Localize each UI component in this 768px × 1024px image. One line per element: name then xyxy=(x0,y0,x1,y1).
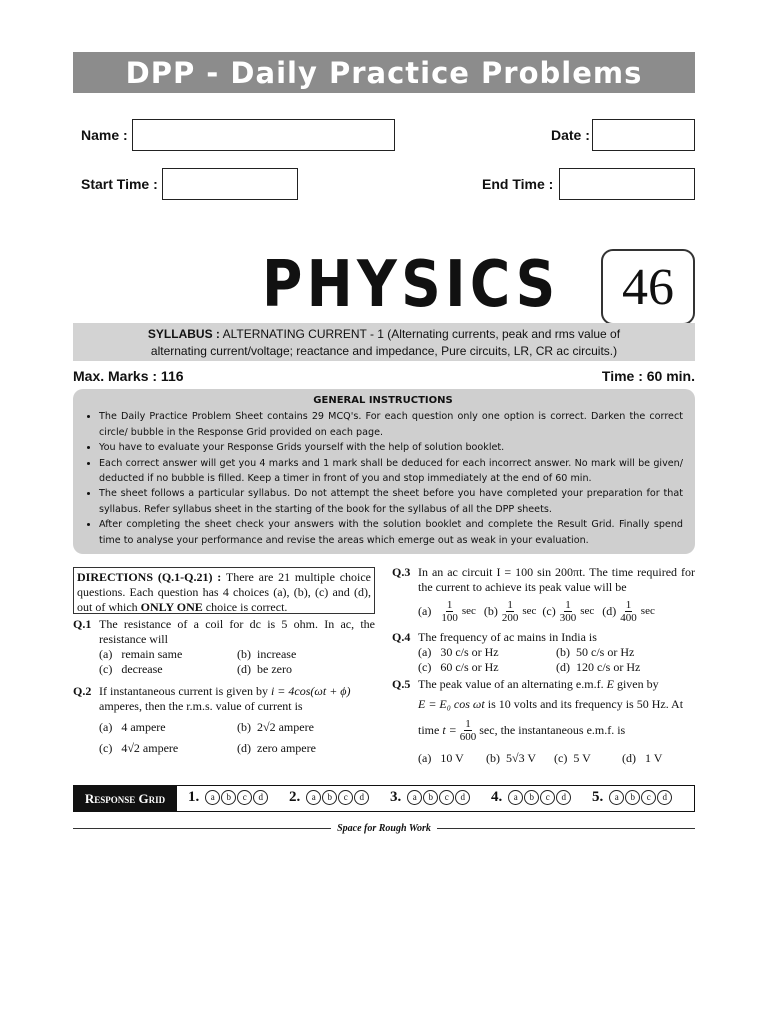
directions-text-1: There are 21 multiple choice questions. Each question has 4 choices (a), (b), (c) and (d), out of which xyxy=(77,570,372,614)
option-c-unit: sec xyxy=(580,605,595,617)
question-text-2: amperes, then the r.m.s. value of current is xyxy=(99,699,303,713)
question-text-3: is 10 volts and its frequency is 50 Hz. At xyxy=(487,697,684,711)
bubble-c[interactable]: c xyxy=(237,790,252,805)
bubble-b[interactable]: b xyxy=(221,790,236,805)
bubble-d[interactable]: d xyxy=(253,790,268,805)
response-number: 1. xyxy=(188,789,200,805)
sheet-number-box xyxy=(601,249,695,325)
option-d: (d) zero ampere xyxy=(237,741,316,755)
bubble-b[interactable]: b xyxy=(423,790,438,805)
option-c-label: (c) xyxy=(542,604,556,618)
response-row-5 xyxy=(592,789,673,806)
option-c: (c) 5 V xyxy=(554,751,591,765)
time-limit: Time : 60 min. xyxy=(601,368,695,384)
question-text-2: given by xyxy=(616,677,659,691)
option-a: (a) 4 ampere xyxy=(99,720,166,734)
question-text-4: time xyxy=(418,723,440,737)
date-field[interactable] xyxy=(592,119,695,151)
bubble-d[interactable]: d xyxy=(455,790,470,805)
option-c-fraction: $\frac{1}{300}$ xyxy=(559,599,577,624)
bubble-c[interactable]: c xyxy=(641,790,656,805)
question-text: The frequency of ac mains in India is xyxy=(418,630,597,644)
response-number: 3. xyxy=(390,789,402,805)
option-b-unit: ampere xyxy=(278,720,314,734)
response-number: 4. xyxy=(491,789,503,805)
question-4 xyxy=(392,630,695,675)
start-time-field[interactable] xyxy=(162,168,298,200)
bubble-b[interactable]: b xyxy=(322,790,337,805)
option-d-unit: sec xyxy=(640,605,655,617)
syllabus-box xyxy=(73,323,695,361)
bubble-d[interactable]: d xyxy=(556,790,571,805)
name-field[interactable] xyxy=(132,119,395,151)
instruction-item: • Each correct answer will get you 4 marks and 1 mark shall be deduced for each incorrect answer. No mark will be given/ deducted if no bubble is filled. Keep a timer in front of you and stop immediately at the end of 60 min. xyxy=(99,456,683,487)
max-marks: Max. Marks : 116 xyxy=(73,368,184,384)
option-c: (c) 4√2 ampere xyxy=(99,741,179,755)
option-b-fraction: $\frac{1}{200}$ xyxy=(501,599,519,624)
question-number: Q.5 xyxy=(392,677,411,691)
option-b: (b) 2√2 ampere xyxy=(237,720,314,734)
question-text: The resistance of a coil for dc is 5 ohm. In ac, the resistance will xyxy=(99,617,375,646)
response-number: 5. xyxy=(592,789,604,805)
sheet-number: 46 xyxy=(622,258,674,316)
option-d-label: (d) xyxy=(602,604,617,618)
bubble-a[interactable]: a xyxy=(407,790,422,805)
directions-label: DIRECTIONS (Q.1-Q.21) : xyxy=(77,570,222,584)
bubble-b[interactable]: b xyxy=(524,790,539,805)
syllabus-line-1: ALTERNATING CURRENT - 1 (Alternating currents, peak and rms value of xyxy=(222,327,621,341)
instruction-item: • You have to evaluate your Response Grids yourself with the help of solution booklet. xyxy=(99,440,683,455)
banner-title: DPP - Daily Practice Problems xyxy=(125,55,643,90)
header-banner xyxy=(73,52,695,93)
option-a-label: (a) xyxy=(418,604,432,618)
option-d-fraction: $\frac{1}{400}$ xyxy=(620,599,637,624)
instruction-item: • The Daily Practice Problem Sheet contains 29 MCQ's. For each question only one option is correct. Darken the correct circle/ bubble in the Response Grid provided on each page. xyxy=(99,409,683,440)
bubble-b[interactable]: b xyxy=(625,790,640,805)
general-instructions xyxy=(73,389,695,554)
instruction-item: • After completing the sheet check your answers with the solution booklet and complete the Result Grid. Finally spend time to analyse your performance and revise the areas which emerge out as weak in your evaluation. xyxy=(99,517,683,548)
rough-work-divider xyxy=(73,821,695,835)
subject-title: PHYSICS xyxy=(262,248,560,322)
question-text-5: sec, the instantaneous e.m.f. is xyxy=(479,723,626,737)
option-b-value: 2√2 xyxy=(257,720,276,734)
response-row-4 xyxy=(491,789,572,806)
question-number: Q.3 xyxy=(392,565,411,579)
bubble-a[interactable]: a xyxy=(306,790,321,805)
syllabus-label: SYLLABUS : xyxy=(147,327,220,341)
option-b: (b) increase xyxy=(237,647,297,661)
option-b-label: (b) xyxy=(483,604,498,618)
bubble-d[interactable]: d xyxy=(354,790,369,805)
response-row-3 xyxy=(390,789,471,806)
syllabus-line-2: alternating current/voltage; reactance and impedance, Pure circuits, LR, CR ac circuits.) xyxy=(150,344,618,358)
date-label: Date : xyxy=(551,127,590,143)
bubble-d[interactable]: d xyxy=(657,790,672,805)
question-text: If instantaneous current is given by xyxy=(99,684,268,698)
bubble-c[interactable]: c xyxy=(540,790,555,805)
option-d: (d) 1 V xyxy=(622,751,663,765)
bubble-a[interactable]: a xyxy=(205,790,220,805)
current-expression: i = 4cos(ωt + ϕ) xyxy=(270,684,351,698)
bubble-a[interactable]: a xyxy=(508,790,523,805)
instruction-item: • The sheet follows a particular syllabus. Do not attempt the sheet before you have completed your preparation for that syllabus. Refer syllabus sheet in the starting of the book for the syllabus of all the DPP sheets. xyxy=(99,486,683,517)
option-c-value: 4√2 xyxy=(121,741,140,755)
option-b: (b) 5√3 V xyxy=(486,751,537,765)
name-label: Name : xyxy=(81,127,128,143)
option-d: (d) be zero xyxy=(237,662,292,676)
emf-symbol: E xyxy=(606,677,614,691)
rough-work-label: Space for Rough Work xyxy=(337,822,431,834)
question-3 xyxy=(392,565,695,624)
q3-options xyxy=(392,599,695,624)
start-time-label: Start Time : xyxy=(81,176,158,192)
directions-box xyxy=(73,567,375,614)
directions-text-2: choice is correct. xyxy=(205,600,288,614)
response-number: 2. xyxy=(289,789,301,805)
question-number: Q.4 xyxy=(392,630,411,644)
question-5 xyxy=(392,677,695,766)
option-c-unit: ampere xyxy=(142,741,179,755)
question-1 xyxy=(73,617,375,677)
option-a: (a) 10 V xyxy=(418,751,464,765)
response-row-2 xyxy=(289,789,370,806)
end-time-field[interactable] xyxy=(559,168,695,200)
bubble-c[interactable]: c xyxy=(439,790,454,805)
response-grid-label: Response Grid xyxy=(73,785,177,812)
option-a-fraction: $\frac{1}{100}$ xyxy=(441,599,458,624)
divider-line xyxy=(437,828,695,829)
question-text: The peak value of an alternating e.m.f. xyxy=(418,677,604,691)
response-row-1 xyxy=(188,789,269,806)
bubble-c[interactable]: c xyxy=(338,790,353,805)
question-2 xyxy=(73,684,375,756)
time-fraction: $\frac{1}{600}$ xyxy=(459,718,477,743)
directions-only-one: ONLY ONE xyxy=(140,600,203,614)
divider-line xyxy=(73,828,331,829)
instructions-title: GENERAL INSTRUCTIONS xyxy=(313,395,453,406)
option-b-unit: sec xyxy=(522,605,537,617)
option-d: (d) 120 c/s or Hz xyxy=(556,660,641,674)
question-number: Q.2 xyxy=(73,684,92,698)
bubble-a[interactable]: a xyxy=(609,790,624,805)
option-a-unit: sec xyxy=(461,605,476,617)
option-c: (c) decrease xyxy=(99,662,163,676)
question-text: In an ac circuit I = 100 sin 200πt. The time required for the current to achieve its peak value will be xyxy=(418,565,695,594)
emf-expression: E = E₀ cos ωt xyxy=(418,697,485,711)
end-time-label: End Time : xyxy=(482,176,554,192)
option-a: (a) remain same xyxy=(99,647,183,661)
option-a: (a) 30 c/s or Hz xyxy=(418,645,499,659)
question-number: Q.1 xyxy=(73,617,92,631)
option-b: (b) 50 c/s or Hz xyxy=(556,645,635,659)
time-symbol: t = xyxy=(442,723,457,737)
option-c: (c) 60 c/s or Hz xyxy=(418,660,499,674)
